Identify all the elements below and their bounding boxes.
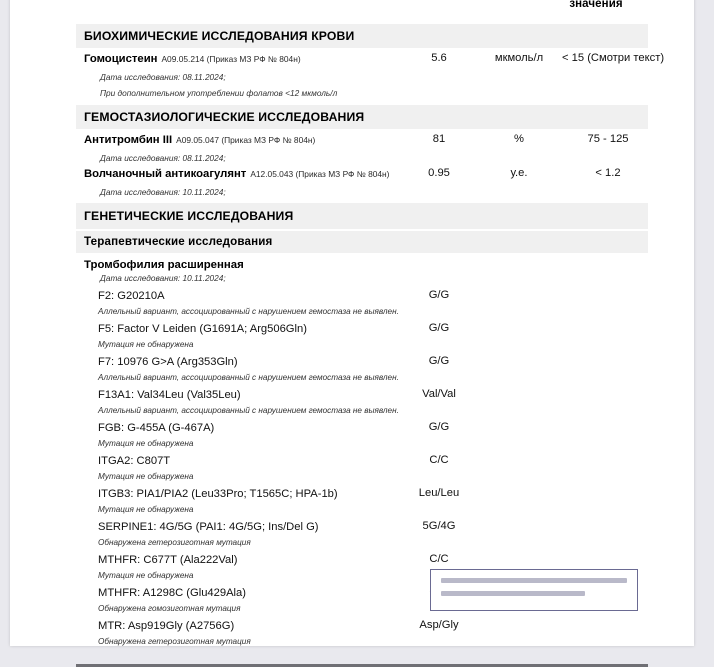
- gene-marker-name: F5: Factor V Leiden (G1691A; Arg506Gln): [98, 323, 307, 336]
- gene-marker-name: F2: G20210A: [98, 290, 165, 303]
- analyte-reference-range: < 1.2: [595, 167, 621, 180]
- gene-interpretation-note: Мутация не обнаружена: [98, 472, 194, 482]
- gene-interpretation-note: Аллельный вариант, ассоциированный с нарушением гемостаза не выявлен.: [98, 406, 399, 416]
- stamp-line-placeholder: [441, 578, 627, 583]
- gene-marker-name: ITGA2: C807T: [98, 455, 171, 468]
- analyte-row: [76, 48, 665, 69]
- gene-row: [76, 613, 648, 634]
- panel-date-note: Дата исследования: 10.11.2024;: [100, 273, 226, 284]
- signature-stamp-box: [430, 569, 638, 611]
- analyte-extra-note: При дополнительном употреблении фолатов <12 мкмоль/л: [100, 88, 338, 99]
- gene-genotype-value: C/C: [429, 553, 449, 566]
- analyte-unit: у.е.: [510, 167, 528, 180]
- gene-marker-name: MTHFR: A1298C (Glu429Ala): [98, 587, 246, 600]
- gene-genotype-value: G/G: [428, 421, 450, 434]
- analyte-reference-range: < 15 (Смотри текст): [562, 52, 665, 64]
- gene-marker-name: F13A1: Val34Leu (Val35Leu): [98, 389, 241, 402]
- panel-title: Тромбофилия расширенная: [84, 259, 244, 272]
- analyte-reference-range: 75 - 125: [587, 132, 629, 145]
- gene-row: [76, 283, 648, 304]
- analyte-name: Антитромбин III: [84, 133, 173, 146]
- analyte-result-value: 81: [432, 132, 446, 145]
- section-header-hemostasis: ГЕМОСТАЗИОЛОГИЧЕСКИЕ ИССЛЕДОВАНИЯ: [76, 105, 648, 129]
- gene-row: [76, 382, 648, 403]
- analyte-date-note: Дата исследования: 10.11.2024;: [100, 187, 226, 198]
- gene-genotype-value: G/G: [428, 289, 450, 302]
- gene-row: [76, 481, 648, 502]
- gene-row: [76, 349, 648, 370]
- analyte-unit: %: [514, 132, 524, 145]
- gene-interpretation-note: Обнаружена гомозиготная мутация: [98, 604, 241, 614]
- analyte-date-note: Дата исследования: 08.11.2024;: [100, 152, 226, 163]
- analyte-unit: мкмоль/л: [494, 52, 544, 64]
- analyte-code: A12.05.043 (Приказ МЗ РФ № 804н): [250, 169, 390, 180]
- gene-marker-name: ITGB3: PIA1/PIA2 (Leu33Pro; T1565C; HPA-1b): [98, 488, 338, 501]
- gene-marker-name: F7: 10976 G>A (Arg353Gln): [98, 356, 238, 369]
- analyte-date-note: Дата исследования: 08.11.2024;: [100, 72, 226, 82]
- section-header-biochem: БИОХИМИЧЕСКИЕ ИССЛЕДОВАНИЯ КРОВИ: [76, 24, 648, 48]
- analyte-result-value: 5.6: [431, 52, 447, 64]
- gene-interpretation-note: Обнаружена гетерозиготная мутация: [98, 637, 251, 647]
- gene-marker-name: FGB: G-455A (G-467A): [98, 422, 215, 435]
- stamp-line-placeholder: [441, 591, 585, 596]
- gene-interpretation-note: Обнаружена гетерозиготная мутация: [98, 538, 251, 548]
- gene-genotype-value: Asp/Gly: [419, 619, 459, 632]
- analyte-code: A09.05.047 (Приказ МЗ РФ № 804н): [176, 134, 316, 145]
- gene-genotype-value: Leu/Leu: [418, 487, 460, 500]
- table-column-headers: [76, 0, 648, 18]
- subsection-header-therapeutic: Терапевтические исследования: [76, 231, 648, 253]
- analyte-result-value: 0.95: [428, 167, 450, 180]
- gene-genotype-value: Val/Val: [422, 388, 456, 401]
- gene-row: [76, 316, 648, 337]
- gene-interpretation-note: Мутация не обнаружена: [98, 571, 194, 581]
- gene-interpretation-note: Мутация не обнаружена: [98, 505, 194, 515]
- gene-marker-name: SERPINE1: 4G/5G (PAI1: 4G/5G; Ins/Del G): [98, 521, 319, 534]
- gene-row: [76, 415, 648, 436]
- page-gutter: [704, 0, 714, 600]
- report-content: [76, 0, 665, 667]
- gene-interpretation-note: Мутация не обнаружена: [98, 340, 194, 350]
- gene-interpretation-note: Мутация не обнаружена: [98, 439, 194, 449]
- analyte-row: [76, 163, 648, 184]
- analyte-name: Волчаночный антикоагулянт: [84, 168, 247, 181]
- gene-genotype-value: G/G: [428, 355, 450, 368]
- report-page: [10, 0, 694, 646]
- analyte-row: [76, 129, 648, 150]
- analyte-code: A09.05.214 (Приказ МЗ РФ № 804н): [161, 54, 301, 64]
- gene-row: [76, 448, 648, 469]
- section-header-genetics: ГЕНЕТИЧЕСКИЕ ИССЛЕДОВАНИЯ: [76, 203, 648, 229]
- gene-row: [76, 514, 648, 535]
- gene-row: [76, 547, 648, 568]
- gene-marker-name: MTHFR: C677T (Ala222Val): [98, 554, 238, 567]
- gene-interpretation-note: Аллельный вариант, ассоциированный с нарушением гемостаза не выявлен.: [98, 373, 399, 383]
- gene-genotype-value: 5G/4G: [422, 520, 456, 533]
- gene-marker-name: MTR: Asp919Gly (A2756G): [98, 620, 235, 633]
- analyte-name: Гомоцистеин: [84, 53, 158, 65]
- gene-genotype-value: G/G: [428, 322, 450, 335]
- column-header-reference-values: значения: [569, 0, 623, 10]
- gene-interpretation-note: Аллельный вариант, ассоциированный с нарушением гемостаза не выявлен.: [98, 307, 399, 317]
- gene-genotype-value: C/C: [429, 454, 449, 467]
